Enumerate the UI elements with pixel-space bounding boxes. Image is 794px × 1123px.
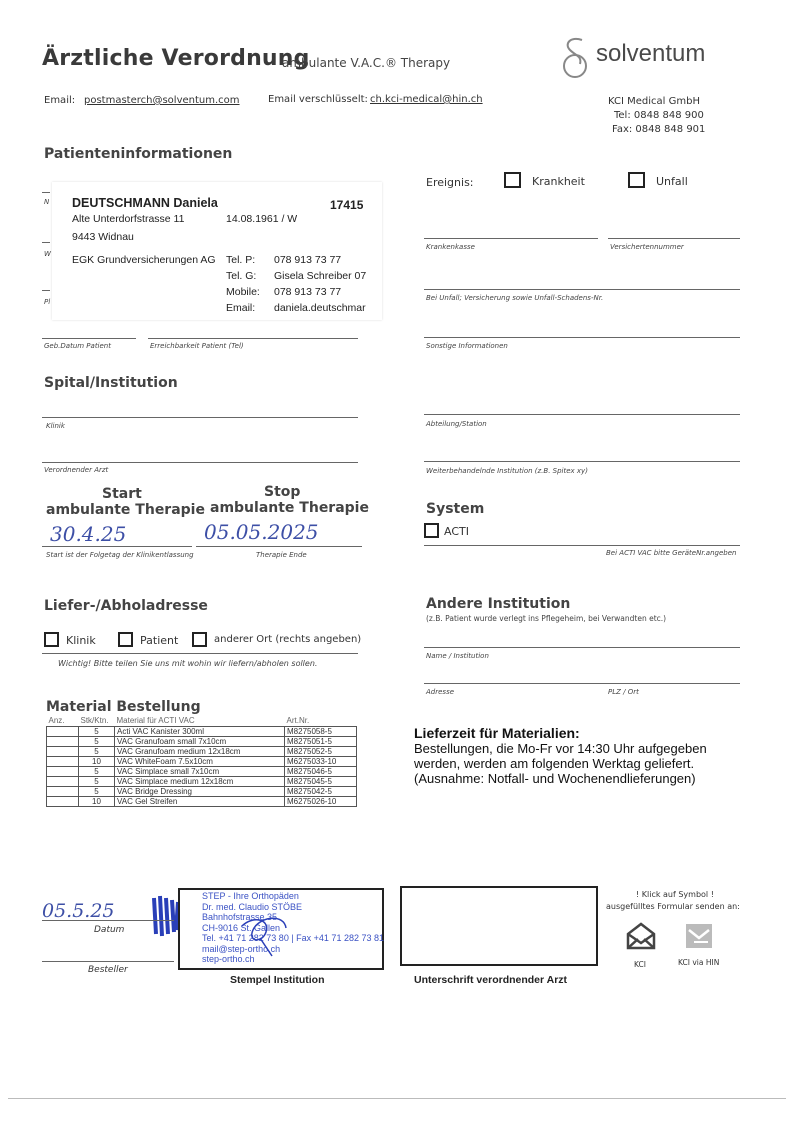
andere-plz-caption: PLZ / Ort [608, 688, 639, 696]
table-row [47, 746, 357, 756]
klinik-caption: Klinik [46, 422, 65, 430]
cell-anz[interactable] [47, 766, 79, 776]
unfall-label: Unfall [656, 175, 688, 188]
bottom-rule [8, 1098, 786, 1099]
patient-dob: 14.08.1961 / W [226, 213, 298, 225]
cell-material: VAC Bridge Dressing [115, 786, 285, 796]
cell-art: M8275058-5 [285, 726, 357, 736]
klick-hint: ! Klick auf Symbol ! [636, 890, 714, 899]
andere-name-caption: Name / Institution [426, 652, 489, 660]
cell-art: M8275052-5 [285, 746, 357, 756]
sonstige-caption: Sonstige Informationen [426, 342, 508, 350]
krankenkasse-caption: Krankenkasse [426, 243, 475, 251]
table-row [47, 796, 357, 806]
kci-label: KCI [634, 960, 646, 969]
table-row [47, 786, 357, 796]
acti-label: ACTI [444, 525, 469, 538]
stamp-line: STEP - Ihre Orthopäden [202, 891, 299, 901]
abteilung-caption: Abteilung/Station [426, 420, 487, 428]
company-tel: Tel: 0848 848 900 [614, 110, 704, 121]
acti-checkbox[interactable] [424, 523, 439, 538]
section-spital: Spital/Institution [44, 375, 178, 391]
material-table [46, 716, 357, 807]
col-art: Art.Nr. [285, 716, 357, 726]
company-fax: Fax: 0848 848 901 [612, 124, 706, 135]
cell-anz[interactable] [47, 756, 79, 766]
table-row [47, 766, 357, 776]
stamp-signature-icon [240, 898, 290, 958]
tel-g-label: Tel. G: [226, 270, 257, 282]
unfall-checkbox[interactable] [628, 172, 645, 188]
table-row [47, 726, 357, 736]
cell-art: M8275042-5 [285, 786, 357, 796]
mobile-value: 078 913 73 77 [274, 286, 342, 298]
lieferzeit-heading: Lieferzeit für Materialien: [414, 725, 580, 741]
patient-id: 17415 [330, 198, 364, 212]
cell-material: Acti VAC Kanister 300ml [115, 726, 285, 736]
mobile-label: Mobile: [226, 286, 260, 298]
stamp-line: Bahnhofstrasse 35 [202, 912, 278, 922]
tel-p-value: 078 913 73 77 [274, 254, 342, 266]
cell-anz[interactable] [47, 736, 79, 746]
email-enc-label: Email verschlüsselt: [268, 94, 368, 105]
patient-email-label: Email: [226, 302, 256, 314]
cell-anz[interactable] [47, 796, 79, 806]
system-caption: Bei ACTI VAC bitte GeräteNr.angeben [606, 549, 737, 557]
cell-art: M6275033-10 [285, 756, 357, 766]
unterschrift-label: Unterschrift verordnender Arzt [414, 974, 568, 986]
patient-insurer: EGK Grundversicherungen AG [72, 254, 216, 266]
kci-mail-icon[interactable] [626, 922, 656, 950]
initial-pl: Pl [44, 298, 51, 306]
cell-material: VAC Granufoam small 7x10cm [115, 736, 285, 746]
initial-n: N [44, 198, 50, 206]
cell-material: VAC Simplace medium 12x18cm [115, 776, 285, 786]
stamp-line: CH-9016 St. Gallen [202, 922, 281, 933]
section-liefer: Liefer-/Abholadresse [44, 598, 208, 614]
table-row [47, 776, 357, 786]
col-material: Material für ACTI VAC [115, 716, 285, 726]
material-table-wrap [46, 716, 357, 807]
stamp-text [202, 891, 432, 965]
cell-art: M8275045-5 [285, 776, 357, 786]
besteller-label: Besteller [88, 965, 128, 975]
lieferzeit-line1: Bestellungen, die Mo-Fr vor 14:30 Uhr aufgegeben [414, 741, 707, 756]
patient-name: DEUTSCHMANN Daniela [72, 196, 218, 210]
cell-stk: 5 [79, 776, 115, 786]
arzt-caption: Verordnender Arzt [44, 466, 109, 474]
cell-stk: 5 [79, 736, 115, 746]
cell-stk: 10 [79, 796, 115, 806]
cell-material: VAC Granufoam medium 12x18cm [115, 746, 285, 756]
unfall-info-caption: Bei Unfall; Versicherung sowie Unfall-Schadens-Nr. [426, 294, 604, 302]
start-heading-1: Start [102, 486, 142, 502]
company-name: KCI Medical GmbH [608, 96, 700, 107]
stamp-line: step-ortho.ch [202, 954, 255, 964]
liefer-anderer-label: anderer Ort (rechts angeben) [214, 634, 362, 645]
cell-stk: 5 [79, 726, 115, 736]
email-link[interactable]: postmasterch@solventum.com [84, 95, 240, 106]
stop-heading-2: ambulante Therapie [210, 500, 369, 516]
tel-g-value: Gisela Schreiber 07 [274, 270, 367, 282]
datum-label: Datum [94, 925, 125, 935]
stop-caption: Therapie Ende [256, 551, 307, 559]
liefer-hinweis: Wichtig! Bitte teilen Sie uns mit wohin wir liefern/abholen sollen. [58, 659, 318, 668]
stamp-line: Tel. +41 71 282 73 80 | Fax +41 71 282 73 81 [202, 933, 384, 943]
col-anz: Anz. [47, 716, 79, 726]
liefer-anderer-checkbox[interactable] [192, 632, 207, 647]
kci-hin-mail-icon[interactable] [684, 922, 714, 950]
cell-material: VAC Simplace small 7x10cm [115, 766, 285, 776]
erreichbarkeit-caption: Erreichbarkeit Patient (Tel) [150, 342, 244, 350]
kci-hin-label: KCI via HIN [678, 958, 720, 967]
cell-anz[interactable] [47, 776, 79, 786]
initial-w: W [44, 250, 51, 258]
col-stk: Stk/Ktn. [79, 716, 115, 726]
patient-city: 9443 Widnau [72, 231, 134, 243]
table-row [47, 736, 357, 746]
start-heading-2: ambulante Therapie [46, 502, 205, 518]
liefer-patient-label: Patient [140, 634, 179, 647]
krankheit-checkbox[interactable] [504, 172, 521, 188]
lieferzeit-line3: (Ausnahme: Notfall- und Wochenendlieferungen) [414, 771, 696, 786]
cell-anz[interactable] [47, 786, 79, 796]
table-row [47, 756, 357, 766]
liefer-klinik-checkbox[interactable] [44, 632, 59, 647]
geb-datum-caption: Geb.Datum Patient [44, 342, 111, 350]
lieferzeit-line2: werden, werden am folgenden Werktag geliefert. [414, 756, 695, 771]
ereignis-label: Ereignis: [426, 176, 474, 189]
start-caption: Start ist der Folgetag der Klinikentlassung [46, 551, 194, 559]
stop-date-handwritten: 05.05.2025 [204, 520, 319, 544]
patient-street: Alte Unterdorfstrasse 11 [72, 213, 185, 225]
cell-anz[interactable] [47, 726, 79, 736]
cell-art: M6275026-10 [285, 796, 357, 806]
senden-hint: ausgefülltes Formular senden an: [606, 902, 740, 911]
cell-anz[interactable] [47, 746, 79, 756]
versichertennummer-caption: Versichertennummer [610, 243, 684, 251]
stamp-line: Dr. med. Claudio STÖBE [202, 901, 303, 912]
form-title: Ärztliche Verordnung [42, 46, 310, 71]
form-subtitle: ambulante V.A.C.® Therapy [282, 56, 451, 70]
datum-handwritten: 05.5.25 [42, 900, 115, 922]
liefer-klinik-label: Klinik [66, 634, 96, 647]
brand-name: solventum [596, 40, 706, 67]
patient-email-value: daniela.deutschmar [274, 302, 366, 314]
start-date-handwritten: 30.4.25 [50, 522, 127, 546]
krankheit-label: Krankheit [532, 175, 585, 188]
cell-art: M8275046-5 [285, 766, 357, 776]
liefer-patient-checkbox[interactable] [118, 632, 133, 647]
cell-stk: 5 [79, 786, 115, 796]
stamp-line: mail@step-ortho.ch [202, 943, 281, 954]
cell-art: M8275051-5 [285, 736, 357, 746]
stop-heading-1: Stop [264, 484, 301, 500]
cell-material: VAC WhiteFoam 7.5x10cm [115, 756, 285, 766]
cell-stk: 5 [79, 746, 115, 756]
solventum-logo-icon [558, 34, 592, 80]
signature-box[interactable] [400, 886, 598, 966]
section-system: System [426, 501, 485, 517]
stempel-label: Stempel Institution [230, 974, 325, 986]
patient-sticker [52, 182, 382, 320]
tel-p-label: Tel. P: [226, 254, 256, 266]
cell-material: VAC Gel Streifen [115, 796, 285, 806]
email-enc-link[interactable]: ch.kci-medical@hin.ch [370, 94, 483, 105]
andere-adresse-caption: Adresse [426, 688, 455, 696]
section-andere: Andere Institution [426, 596, 571, 612]
section-patient: Patienteninformationen [44, 146, 233, 162]
email-label: Email: [44, 95, 76, 106]
andere-hint: (z.B. Patient wurde verlegt ins Pflegeheim, bei Verwandten etc.) [426, 614, 667, 623]
section-material: Material Bestellung [46, 699, 201, 715]
cell-stk: 10 [79, 756, 115, 766]
weiterbehandelnde-caption: Weiterbehandelnde Institution (z.B. Spitex xy) [426, 467, 588, 475]
cell-stk: 5 [79, 766, 115, 776]
